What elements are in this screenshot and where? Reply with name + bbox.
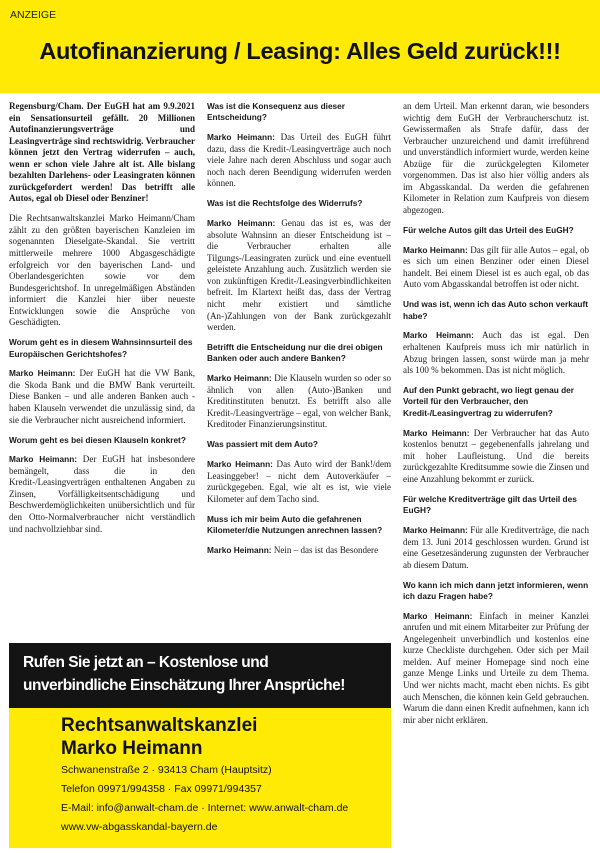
article-column-1 bbox=[9, 101, 195, 544]
speaker: Marko Heimann: bbox=[207, 132, 275, 143]
speaker: Marko Heimann: bbox=[403, 524, 468, 535]
answer-text: Der EuGH hat insbesondere bemängelt, dass die in den Kredit-/Leasingverträgen enthaltenen Angaben zu Zinsen, Vorfälligkeitsentschädigung und Beschwerdemöglichkeiten unübersichtlich und für den Otto-Normalverbraucher nicht verständlich und nachvollziehbar sind. bbox=[9, 454, 196, 534]
lead-paragraph: Regensburg/Cham. Der EuGH hat am 9.9.2021 ein Sensationsurteil gefällt. 20 Millionen Autofinanzierungsverträge und Leasingverträge sind rechtswidrig. Verbraucher können jetzt den Vertrag widerrufen – auch, wenn er schon viele Jahre alt ist. Alle bislang bezahlten Darlehens- oder Leasingraten können zurückgefordert werden! Das betrifft alle Autos, egal ob Diesel oder Benziner! bbox=[9, 101, 195, 204]
speaker: Marko Heimann: bbox=[9, 368, 76, 379]
article-column-3 bbox=[403, 101, 589, 735]
answer bbox=[403, 330, 589, 376]
cta-line-2: unverbindliche Einschätzung Ihrer Ansprüche! bbox=[23, 677, 345, 694]
speaker: Marko Heimann: bbox=[207, 373, 272, 384]
answer-text: Das gilt für alle Autos – egal, ob es sich um einen Benziner oder einen Diesel handelt. Bei einem Diesel ist es auch egal, ob das Auto vom Abgasskandal betroffen ist oder nicht. bbox=[403, 244, 590, 290]
question: Was ist die Rechtsfolge des Widerrufs? bbox=[207, 198, 363, 209]
answer-text: Der EuGH hat die VW Bank, die Skoda Bank und die BMW Bank verurteilt. Diese Banken – und alle anderen Banken auch - haben Klauseln verwendet die unzulässig sind, da sie die Verbraucher nicht ausreichend informiert. bbox=[9, 368, 196, 425]
paragraph: an dem Urteil. Man erkennt daran, wie besonders wichtig dem EuGH der Verbraucherschutz ist. Gewissermaßen als Strafe dafür, dass der Verbraucher unzureichend und damit irreführend und unverständlich informiert wurde, werden keine Abzüge für die zurückgelegten Kilometer vorgenommen. Das ist also hier völlig anders als im Abgasskandal. Da werden die gefahrenen Kilometer in Relation zum Kaufpreis von diesem abgezogen. bbox=[403, 101, 589, 215]
question: Für welche Kreditverträge gilt das Urteil des EuGH? bbox=[403, 493, 577, 516]
header-banner bbox=[0, 0, 600, 93]
answer bbox=[207, 132, 391, 190]
answer bbox=[207, 459, 391, 505]
question: Muss ich mir beim Auto die gefahrenen Kilometer/die Nutzungen anrechnen lassen? bbox=[207, 513, 383, 536]
page-title: Autofinanzierung / Leasing: Alles Geld zurück!!! bbox=[39, 38, 561, 64]
answer-text: Einfach in meiner Kanzlei anrufen und mit einem Mitarbeiter zur Prüfung der Angelegenheit unverbindlich und kostenlos eine kurze Checkliste durchgehen. Oder sich per Mail melden. Auf meiner Homepage sind noch eine ganze Menge Links und Urteile zu dem Thema. Und wer nichts macht, macht eben nichts. Es gibt auch Menschen, die können kein Geld gebrauchen. Warum die dann einen Kredit aufnehmen, kann ich mir aber nicht erklären. bbox=[403, 610, 589, 725]
cta-line-1: Rufen Sie jetzt an – Kostenlose und bbox=[23, 654, 269, 671]
answer bbox=[403, 611, 589, 726]
question: Für welche Autos gilt das Urteil des EuGH? bbox=[403, 224, 574, 235]
answer bbox=[9, 368, 195, 426]
speaker: Marko Heimann: bbox=[403, 610, 473, 621]
answer-text: Das Auto wird der Bank!/dem Leasinggeber! – nicht dem Autoverkäufer – zurückgegeben. Egal, wie alt es ist, wie viele Kilometer auf dem Tacho sind. bbox=[207, 459, 392, 504]
address: Schwanenstraße 2 · 93413 Cham (Hauptsitz) bbox=[61, 764, 272, 776]
answer bbox=[207, 545, 391, 557]
speaker: Marko Heimann: bbox=[207, 544, 272, 555]
question: Und was ist, wenn ich das Auto schon verkauft habe? bbox=[403, 299, 589, 321]
answer bbox=[9, 454, 195, 535]
speaker: Marko Heimann: bbox=[403, 244, 468, 255]
paragraph: Die Rechtsanwaltskanzlei Marko Heimann/Cham zählt zu den größten bayerischen Kanzleien im sogenannten Dieselgate-Skandal. Sie vertritt mittlerweile mehrere 1000 Abgasgeschädigte erfolgreich vor den bayerischen Land- und Oberlandesgerichten sowie vor dem Bundesgerichtshof. In unregelmäßigen Abständen informiert die Kanzlei hier über neueste Entwicklungen sowie die Ansprüche von Geschädigten. bbox=[9, 213, 195, 328]
answer bbox=[207, 218, 391, 333]
answer-text: Nein – das ist das Besondere bbox=[273, 544, 379, 555]
answer bbox=[403, 428, 589, 486]
phone-fax: Telefon 09971/994358 · Fax 09971/994357 bbox=[61, 783, 262, 795]
answer-text: Für alle Kreditverträge, die nach dem 13. Juni 2014 geschlossen wurden. Grund ist eine Gesetzesänderung zugunsten der Verbraucher ab diesem Datum. bbox=[403, 524, 590, 570]
firm-name bbox=[61, 714, 257, 760]
answer-text: Auch das ist egal. Den erhaltenen Kaufpreis muss ich mir natürlich in Abzug bringen lassen, sonst würde man ja mehr als 100 % bekommen. Das ist nicht möglich. bbox=[403, 330, 590, 376]
email-website: E-Mail: info@anwalt-cham.de · Internet: www.anwalt-cham.de bbox=[61, 802, 349, 814]
answer-text: Die Klauseln wurden so oder so ähnlich von allen (Auto-)Banken und Kreditinstituten benutzt. Es betrifft also alle Kredit-/Leasingverträge – egal, von welcher Bank, Kreditoder Finanzierungsinstitut. bbox=[207, 373, 392, 430]
question: Worum geht es in diesem Wahnsinnsurteil des Europäischen Gerichtshofes? bbox=[9, 337, 193, 359]
answer bbox=[403, 245, 589, 291]
contact-promo-box bbox=[9, 643, 391, 848]
firm-name-line-2: Marko Heimann bbox=[61, 738, 203, 759]
answer-text: Der Verbraucher hat das Auto kostenlos benutzt – gegebenenfalls jahrelang und mit hoher Laufleistung. Und die bereits zurückgezahlte Kreditsumme sowie die Zinsen und eine Anzahlung bekommt er zurück. bbox=[403, 427, 589, 484]
speaker: Marko Heimann: bbox=[207, 459, 273, 470]
firm-name-line-1: Rechtsanwaltskanzlei bbox=[61, 715, 258, 736]
speaker: Marko Heimann: bbox=[403, 427, 470, 438]
question: Was ist die Konsequenz aus dieser Entscheidung? bbox=[207, 101, 346, 123]
speaker: Marko Heimann: bbox=[207, 218, 276, 229]
article-column-2 bbox=[207, 101, 391, 565]
contact-details bbox=[61, 761, 386, 837]
answer-text: Genau das ist es, was der absolute Wahnsinn an dieser Entscheidung ist – die Verbraucher erhalten alle Tilgungs-/Leasingraten zurück und eine eventuell geleistete Anzahlung auch. Zusätzlich werden sie von zukünftigen Kredit-/Leasingverbindlichkeiten befreit. Im Klartext heißt das, dass der Vertrag nicht mehr existiert und sämtliche (An-)Zahlungen von der Bank zurückgezahlt werden. bbox=[207, 218, 391, 333]
question: Worum geht es bei diesen Klauseln konkret? bbox=[9, 434, 186, 445]
answer bbox=[403, 525, 589, 571]
answer bbox=[207, 373, 391, 431]
website-link: www.vw-abgasskandal-bayern.de bbox=[61, 821, 218, 833]
answer-text: Das Urteil des EuGH führt dazu, dass die Kredit-/Leasingverträge auch noch viele Jahre nach deren Abschluss und sogar auch noch nach deren Beendigung widerrufen werden können. bbox=[207, 132, 392, 189]
question: Auf den Punkt gebracht, wo liegt genau der Vorteil für den Verbraucher, den Kredit-/Leasingvertrag zu widerrufen? bbox=[403, 385, 575, 418]
ad-label: ANZEIGE bbox=[10, 9, 57, 21]
question: Betrifft die Entscheidung nur die drei obigen Banken oder auch andere Banken? bbox=[207, 341, 383, 364]
call-to-action bbox=[23, 651, 385, 697]
question: Wo kann ich mich dann jetzt informieren, wenn ich dazu Fragen habe? bbox=[403, 579, 589, 601]
speaker: Marko Heimann: bbox=[403, 330, 474, 341]
question: Was passiert mit dem Auto? bbox=[207, 439, 318, 450]
speaker: Marko Heimann: bbox=[9, 454, 78, 465]
